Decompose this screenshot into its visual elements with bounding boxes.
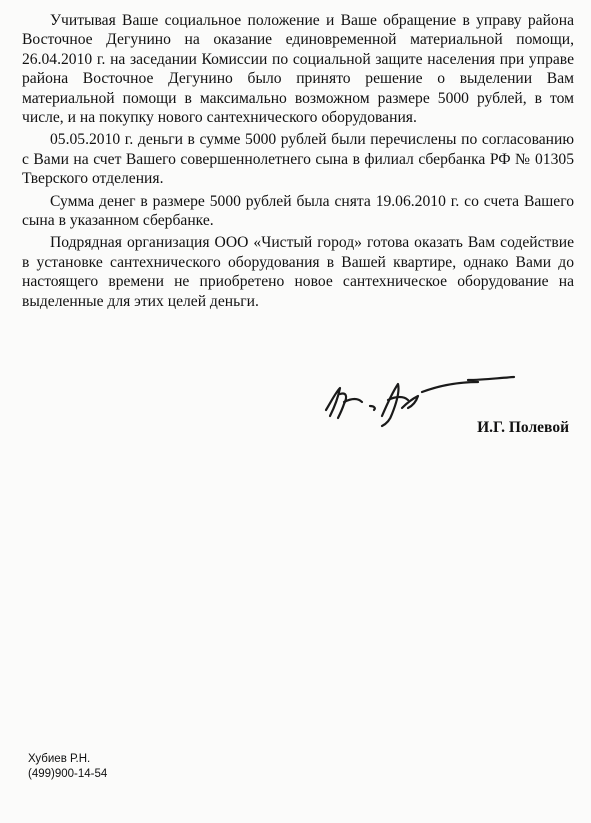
paragraph-money-withdrawal: Сумма денег в размере 5000 рублей была снята 19.06.2010 г. со счета Вашего сына в указанном сбербанке. <box>22 192 574 230</box>
contact-phone: (499)900-14-54 <box>28 768 108 780</box>
contact-name: Хубиев Р.Н. <box>28 753 91 765</box>
letter-body <box>22 11 574 314</box>
signer-name: И.Г. Полевой <box>477 419 569 436</box>
paragraph-money-transfer: 05.05.2010 г. деньги в сумме 5000 рублей были перечислены по согласованию с Вами на счет Вашего совершеннолетнего сына в филиал сбербанка РФ № 01305 Тверского отделения. <box>22 131 574 188</box>
paragraph-contractor-offer: Подрядная организация ООО «Чистый город» готова оказать Вам содействие в установке сантехнического оборудования в Вашей квартире, однако Вами до настоящего времени не приобретено новое сантехническое оборудование на выделенные для этих целей деньги. <box>22 234 574 310</box>
contact-block <box>28 752 107 782</box>
paragraph-social-aid-decision: Учитывая Ваше социальное положение и Ваше обращение в управу района Восточное Дегунино на оказание единовременной материальной помощи, 26.04.2010 г. на заседании Комиссии по социальной защите населения при управе района Восточное Дегунино было принято решение о выделении Вам материальной помощи в максимально возможном размере 5000 рублей, в том числе, и на покупку нового сантехнического оборудования. <box>22 12 574 127</box>
